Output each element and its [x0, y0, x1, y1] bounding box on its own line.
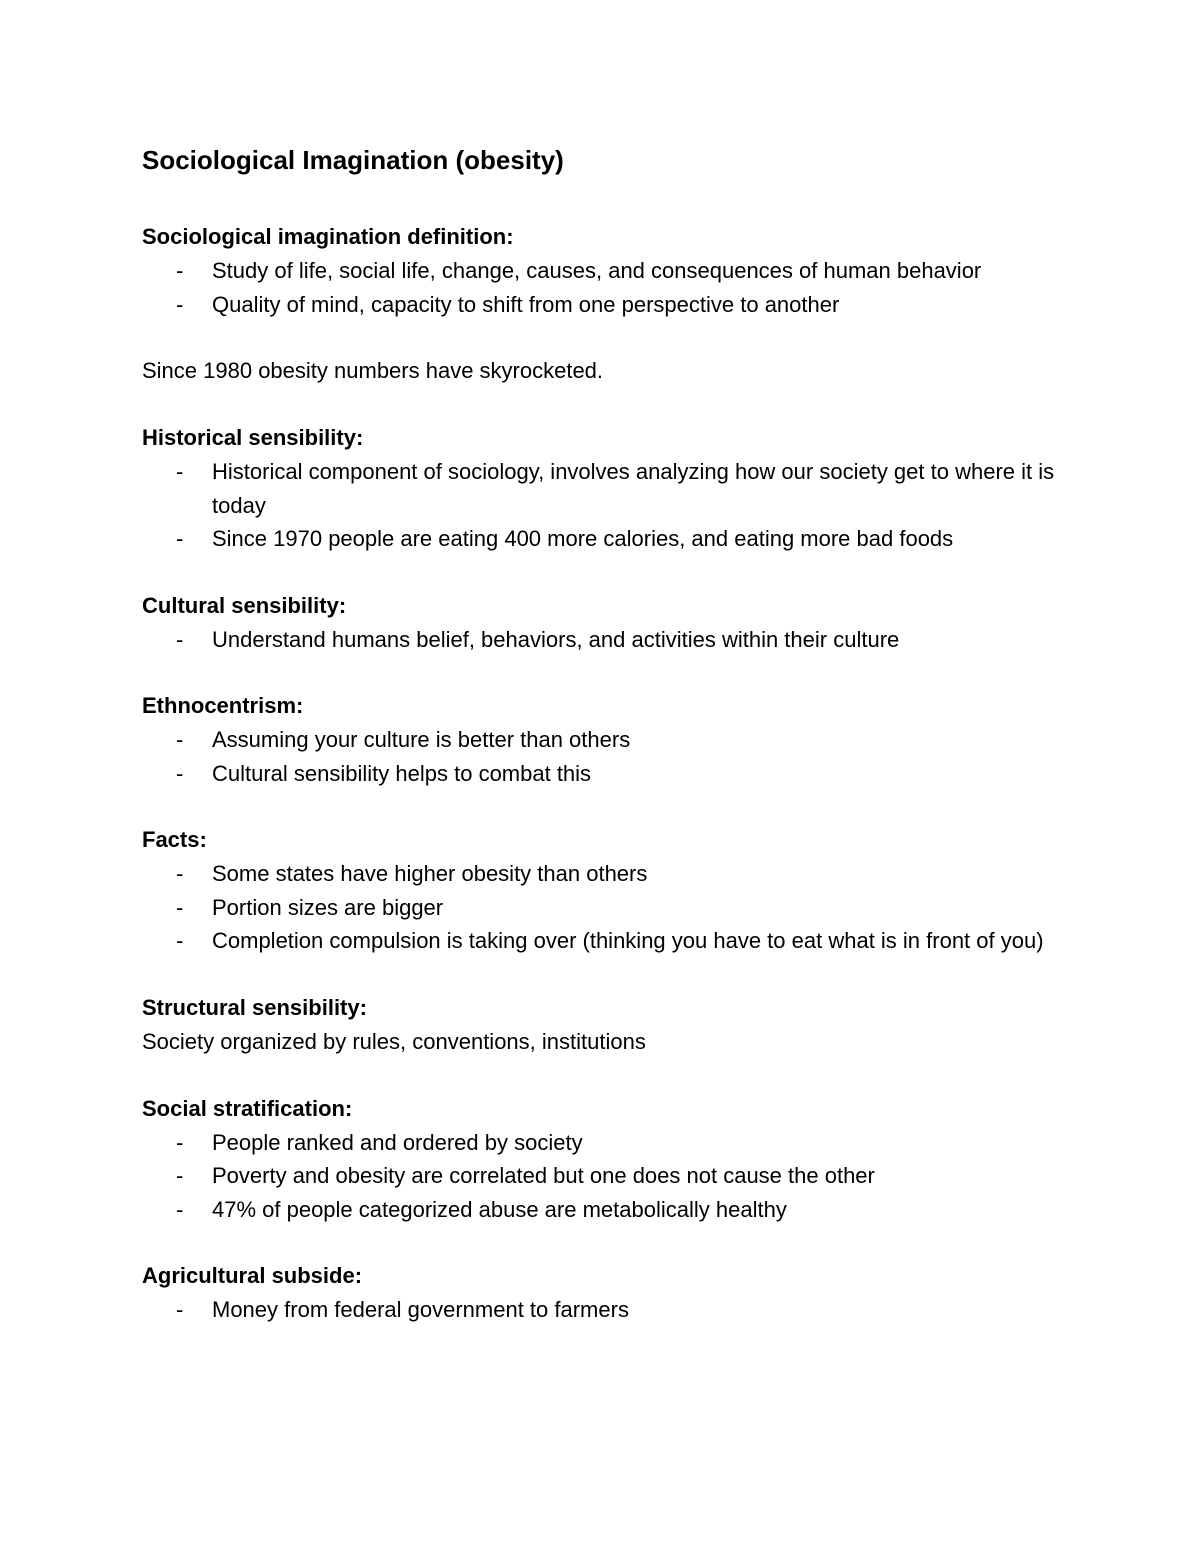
list-item-text: Study of life, social life, change, causes, and consequences of human behavior — [212, 258, 982, 283]
bullet-dash: - — [176, 526, 184, 551]
section-cultural-sensibility — [142, 589, 1072, 657]
bullet-dash: - — [176, 459, 184, 484]
bullet-dash: - — [176, 760, 184, 786]
list-item — [142, 891, 1072, 925]
list-item — [142, 723, 1072, 757]
bullet-list — [142, 723, 1072, 790]
list-item-text: Quality of mind, capacity to shift from one perspective to another — [212, 291, 840, 317]
list-item-text: Portion sizes are bigger — [212, 894, 444, 920]
list-item — [142, 757, 1072, 791]
bullet-dash: - — [176, 1196, 184, 1222]
list-item-text: Poverty and obesity are correlated but one does not cause the other — [212, 1163, 875, 1188]
list-item — [142, 1159, 1072, 1193]
list-item-text: Money from federal government to farmers — [212, 1297, 629, 1322]
list-item-text: Understand humans belief, behaviors, and activities within their culture — [212, 626, 900, 652]
list-item-text: Cultural sensibility helps to combat this — [212, 760, 592, 786]
list-item — [142, 857, 1072, 891]
list-item — [142, 254, 1072, 288]
list-item-text: Completion compulsion is taking over (thinking you have to eat what is in front of you) — [212, 928, 1044, 953]
list-item-text: Some states have higher obesity than others — [212, 861, 648, 886]
section-historical-sensibility — [142, 421, 1072, 556]
bullet-dash: - — [176, 1297, 184, 1322]
bullet-dash: - — [176, 1129, 184, 1155]
section-facts — [142, 823, 1072, 958]
list-item — [142, 1293, 1072, 1327]
section-agricultural-subside — [142, 1259, 1072, 1327]
list-item-text: 47% of people categorized abuse are metabolically healthy — [212, 1196, 787, 1222]
section-sociological-imagination-definition — [142, 220, 1072, 321]
bullet-dash: - — [176, 291, 184, 317]
section-heading: Social stratification: — [142, 1095, 353, 1121]
bullet-list — [142, 1126, 1072, 1227]
list-item — [142, 623, 1072, 657]
section-heading: Ethnocentrism: — [142, 693, 304, 718]
bullet-list — [142, 254, 1072, 321]
section-structural-sensibility — [142, 991, 1072, 1059]
section-heading: Historical sensibility: — [142, 425, 364, 450]
paragraph: Since 1980 obesity numbers have skyrocketed. — [142, 358, 604, 383]
paragraph: Society organized by rules, conventions, institutions — [142, 1028, 646, 1054]
list-item — [142, 455, 1072, 522]
section-heading: Structural sensibility: — [142, 994, 367, 1020]
section-heading: Facts: — [142, 827, 207, 852]
bullet-list — [142, 857, 1072, 958]
list-item — [142, 522, 1072, 556]
list-item — [142, 1193, 1072, 1227]
bullet-dash: - — [176, 861, 184, 886]
bullet-dash: - — [176, 1163, 184, 1188]
bullet-dash: - — [176, 727, 184, 752]
document-title: Sociological Imagination (obesity) — [142, 145, 564, 175]
bullet-list — [142, 623, 1072, 657]
list-item-text: Since 1970 people are eating 400 more calories, and eating more bad foods — [212, 526, 954, 551]
bullet-dash: - — [176, 894, 184, 920]
list-item-text: Assuming your culture is better than others — [212, 727, 631, 752]
section-heading: Cultural sensibility: — [142, 592, 347, 618]
list-item — [142, 924, 1072, 958]
section-heading: Sociological imagination definition: — [142, 224, 514, 249]
list-item-text: People ranked and ordered by society — [212, 1129, 583, 1155]
bullet-dash: - — [176, 258, 184, 283]
bullet-list — [142, 455, 1072, 556]
bullet-dash: - — [176, 928, 184, 953]
list-item — [142, 1126, 1072, 1160]
list-item — [142, 288, 1072, 322]
bullet-dash: - — [176, 626, 184, 652]
section-social-stratification — [142, 1092, 1072, 1227]
document-body — [142, 142, 1072, 1360]
bullet-list — [142, 1293, 1072, 1327]
section-heading: Agricultural subside: — [142, 1263, 363, 1288]
list-item-text: Historical component of sociology, involves analyzing how our society get to where it is today — [212, 459, 1055, 518]
section-ethnocentrism — [142, 689, 1072, 790]
section-obesity-statement — [142, 354, 1072, 388]
